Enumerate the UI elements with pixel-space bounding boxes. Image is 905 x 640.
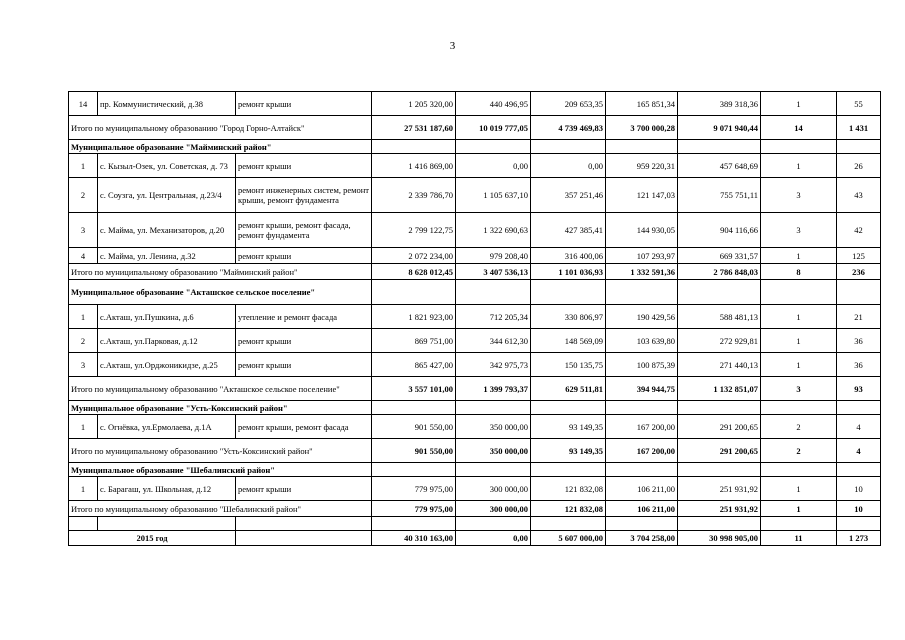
repair-program-table	[68, 91, 881, 546]
total-amount-cell: 4 739 469,83	[531, 116, 606, 140]
header-row	[69, 140, 881, 154]
municipality-header: Муниципальное образование "Усть-Коксинский район"	[69, 401, 372, 415]
work-type-cell: ремонт крыши, ремонт фасада	[236, 415, 372, 439]
amount-cell: 979 208,40	[456, 248, 531, 264]
table-row	[69, 477, 881, 501]
total-count-cell: 8	[761, 264, 837, 280]
table-row	[69, 213, 881, 248]
amount-cell: 1 105 637,10	[456, 178, 531, 213]
total-count-cell: 93	[837, 377, 881, 401]
table-row	[69, 415, 881, 439]
total-amount-cell: 251 931,92	[678, 501, 761, 517]
header-row	[69, 401, 881, 415]
work-type-cell: ремонт крыши	[236, 248, 372, 264]
empty-cell	[678, 463, 761, 477]
total-label: Итого по муниципальному образованию "Акташское сельское поселение"	[69, 377, 372, 401]
count-cell: 1	[761, 154, 837, 178]
work-type-cell: ремонт крыши, ремонт фасада, ремонт фундамента	[236, 213, 372, 248]
amount-cell: 901 550,00	[372, 415, 456, 439]
work-type-cell: утепление и ремонт фасада	[236, 305, 372, 329]
total-amount-cell: 8 628 012,45	[372, 264, 456, 280]
empty-cell	[372, 280, 456, 305]
total-label: Итого по муниципальному образованию "Майминский район"	[69, 264, 372, 280]
table-row	[69, 154, 881, 178]
empty-cell	[678, 280, 761, 305]
count-cell: 1	[761, 477, 837, 501]
empty-cell	[837, 517, 881, 531]
address-cell: пр. Коммунистический, д.38	[98, 92, 236, 116]
total-amount-cell: 106 211,00	[606, 501, 678, 517]
amount-cell: 330 806,97	[531, 305, 606, 329]
address-cell: с.Акташ, ул.Пушкина, д.6	[98, 305, 236, 329]
total-amount-cell: 27 531 187,60	[372, 116, 456, 140]
empty-cell	[837, 280, 881, 305]
count-cell: 3	[761, 178, 837, 213]
empty-cell	[456, 140, 531, 154]
count-cell: 21	[837, 305, 881, 329]
amount-cell: 427 385,41	[531, 213, 606, 248]
header-row	[69, 280, 881, 305]
address-cell: с. Барагаш, ул. Школьная, д.12	[98, 477, 236, 501]
empty-cell	[456, 463, 531, 477]
empty-cell	[837, 401, 881, 415]
amount-cell: 190 429,56	[606, 305, 678, 329]
amount-cell: 357 251,46	[531, 178, 606, 213]
total-row	[69, 264, 881, 280]
amount-cell: 779 975,00	[372, 477, 456, 501]
amount-cell: 2 339 786,70	[372, 178, 456, 213]
year-amount-cell: 5 607 000,00	[531, 531, 606, 546]
year-amount-cell: 3 704 258,00	[606, 531, 678, 546]
amount-cell: 251 931,92	[678, 477, 761, 501]
total-amount-cell: 300 000,00	[456, 501, 531, 517]
amount-cell: 106 211,00	[606, 477, 678, 501]
table-row	[69, 305, 881, 329]
empty-cell	[456, 401, 531, 415]
empty-cell	[456, 517, 531, 531]
amount-cell: 2 072 234,00	[372, 248, 456, 264]
total-amount-cell: 1 332 591,36	[606, 264, 678, 280]
empty-cell	[761, 517, 837, 531]
empty-cell	[456, 280, 531, 305]
total-amount-cell: 1 101 036,93	[531, 264, 606, 280]
header-row	[69, 463, 881, 477]
amount-cell: 959 220,31	[606, 154, 678, 178]
total-amount-cell: 1 132 851,07	[678, 377, 761, 401]
total-amount-cell: 167 200,00	[606, 439, 678, 463]
empty-cell	[678, 401, 761, 415]
table-row	[69, 248, 881, 264]
count-cell: 4	[837, 415, 881, 439]
work-type-cell: ремонт крыши	[236, 329, 372, 353]
count-cell: 1	[761, 248, 837, 264]
count-cell: 10	[837, 477, 881, 501]
amount-cell: 389 318,36	[678, 92, 761, 116]
empty-cell	[761, 140, 837, 154]
total-label: Итого по муниципальному образованию "Город Горно-Алтайск"	[69, 116, 372, 140]
amount-cell: 144 930,05	[606, 213, 678, 248]
amount-cell: 669 331,57	[678, 248, 761, 264]
row-number: 2	[69, 329, 98, 353]
amount-cell: 0,00	[456, 154, 531, 178]
amount-cell: 121 832,08	[531, 477, 606, 501]
amount-cell: 291 200,65	[678, 415, 761, 439]
amount-cell: 100 875,39	[606, 353, 678, 377]
year-row	[69, 531, 881, 546]
count-cell: 1	[761, 329, 837, 353]
work-type-cell: ремонт крыши	[236, 353, 372, 377]
amount-cell: 904 116,66	[678, 213, 761, 248]
empty-cell	[531, 463, 606, 477]
total-amount-cell: 779 975,00	[372, 501, 456, 517]
total-amount-cell: 10 019 777,05	[456, 116, 531, 140]
empty-cell	[531, 140, 606, 154]
count-cell: 43	[837, 178, 881, 213]
empty-cell	[606, 517, 678, 531]
count-cell: 2	[761, 415, 837, 439]
total-row	[69, 501, 881, 517]
work-type-cell: ремонт крыши	[236, 92, 372, 116]
municipality-header: Муниципальное образование "Шебалинский район"	[69, 463, 372, 477]
row-number: 1	[69, 477, 98, 501]
empty-cell	[761, 280, 837, 305]
total-amount-cell: 2 786 848,03	[678, 264, 761, 280]
total-amount-cell: 3 407 536,13	[456, 264, 531, 280]
amount-cell: 457 648,69	[678, 154, 761, 178]
count-cell: 36	[837, 329, 881, 353]
total-amount-cell: 629 511,81	[531, 377, 606, 401]
address-cell: с. Майма, ул. Механизаторов, д.20	[98, 213, 236, 248]
total-row	[69, 377, 881, 401]
empty-cell	[372, 517, 456, 531]
total-amount-cell: 121 832,08	[531, 501, 606, 517]
empty-cell	[837, 140, 881, 154]
total-count-cell: 236	[837, 264, 881, 280]
amount-cell: 869 751,00	[372, 329, 456, 353]
amount-cell: 209 653,35	[531, 92, 606, 116]
amount-cell: 440 496,95	[456, 92, 531, 116]
total-amount-cell: 350 000,00	[456, 439, 531, 463]
total-count-cell: 2	[761, 439, 837, 463]
year-count-cell: 1 273	[837, 531, 881, 546]
total-count-cell: 4	[837, 439, 881, 463]
empty-cell	[606, 140, 678, 154]
amount-cell: 272 929,81	[678, 329, 761, 353]
year-amount-cell: 0,00	[456, 531, 531, 546]
row-number: 1	[69, 415, 98, 439]
table-row	[69, 178, 881, 213]
municipality-header: Муниципальное образование "Майминский район"	[69, 140, 372, 154]
row-number: 1	[69, 305, 98, 329]
row-number: 14	[69, 92, 98, 116]
amount-cell: 148 569,09	[531, 329, 606, 353]
empty-cell	[372, 140, 456, 154]
address-cell: с. Майма, ул. Ленина, д.32	[98, 248, 236, 264]
page-number: 3	[449, 40, 456, 52]
amount-cell: 712 205,34	[456, 305, 531, 329]
empty-cell	[98, 517, 236, 531]
total-amount-cell: 3 557 101,00	[372, 377, 456, 401]
total-amount-cell: 1 399 793,37	[456, 377, 531, 401]
row-number: 3	[69, 213, 98, 248]
count-cell: 42	[837, 213, 881, 248]
amount-cell: 150 135,75	[531, 353, 606, 377]
empty-row	[69, 517, 881, 531]
amount-cell: 755 751,11	[678, 178, 761, 213]
year-count-cell: 11	[761, 531, 837, 546]
amount-cell: 342 975,73	[456, 353, 531, 377]
count-cell: 1	[761, 353, 837, 377]
amount-cell: 107 293,97	[606, 248, 678, 264]
empty-cell	[69, 517, 98, 531]
amount-cell: 588 481,13	[678, 305, 761, 329]
total-row	[69, 439, 881, 463]
amount-cell: 316 400,06	[531, 248, 606, 264]
amount-cell: 300 000,00	[456, 477, 531, 501]
total-amount-cell: 901 550,00	[372, 439, 456, 463]
year-amount-cell: 40 310 163,00	[372, 531, 456, 546]
amount-cell: 1 821 923,00	[372, 305, 456, 329]
count-cell: 3	[761, 213, 837, 248]
amount-cell: 865 427,00	[372, 353, 456, 377]
year-label: 2015 год	[69, 531, 236, 546]
year-amount-cell: 30 998 905,00	[678, 531, 761, 546]
total-amount-cell: 291 200,65	[678, 439, 761, 463]
amount-cell: 93 149,35	[531, 415, 606, 439]
count-cell: 55	[837, 92, 881, 116]
empty-cell	[531, 401, 606, 415]
address-cell: с. Огнёвка, ул.Ермолаева, д.1А	[98, 415, 236, 439]
row-number: 2	[69, 178, 98, 213]
total-count-cell: 3	[761, 377, 837, 401]
empty-cell	[606, 401, 678, 415]
empty-cell	[372, 463, 456, 477]
count-cell: 125	[837, 248, 881, 264]
table-body	[69, 92, 881, 546]
empty-cell	[531, 280, 606, 305]
amount-cell: 0,00	[531, 154, 606, 178]
row-number: 4	[69, 248, 98, 264]
amount-cell: 344 612,30	[456, 329, 531, 353]
work-type-cell: ремонт крыши	[236, 477, 372, 501]
amount-cell: 103 639,80	[606, 329, 678, 353]
count-cell: 1	[761, 305, 837, 329]
empty-cell	[678, 517, 761, 531]
amount-cell: 350 000,00	[456, 415, 531, 439]
table-row	[69, 329, 881, 353]
row-number: 3	[69, 353, 98, 377]
total-amount-cell: 394 944,75	[606, 377, 678, 401]
total-amount-cell: 9 071 940,44	[678, 116, 761, 140]
table-row	[69, 92, 881, 116]
total-count-cell: 14	[761, 116, 837, 140]
total-count-cell: 10	[837, 501, 881, 517]
work-type-cell: ремонт инженерных систем, ремонт крыши, ремонт фундамента	[236, 178, 372, 213]
total-count-cell: 1	[761, 501, 837, 517]
municipality-header: Муниципальное образование "Акташское сельское поселение"	[69, 280, 372, 305]
amount-cell: 167 200,00	[606, 415, 678, 439]
address-cell: с.Акташ, ул.Орджоникидзе, д.25	[98, 353, 236, 377]
total-label: Итого по муниципальному образованию "Усть-Коксинский район"	[69, 439, 372, 463]
total-label: Итого по муниципальному образованию "Шебалинский район"	[69, 501, 372, 517]
amount-cell: 165 851,34	[606, 92, 678, 116]
empty-cell	[372, 401, 456, 415]
work-type-cell: ремонт крыши	[236, 154, 372, 178]
empty-cell	[678, 140, 761, 154]
amount-cell: 2 799 122,75	[372, 213, 456, 248]
address-cell: с. Соузга, ул. Центральная, д.23/4	[98, 178, 236, 213]
empty-cell	[837, 463, 881, 477]
amount-cell: 271 440,13	[678, 353, 761, 377]
total-count-cell: 1 431	[837, 116, 881, 140]
address-cell: с. Кызыл-Озек, ул. Советская, д. 73	[98, 154, 236, 178]
amount-cell: 1 205 320,00	[372, 92, 456, 116]
count-cell: 26	[837, 154, 881, 178]
row-number: 1	[69, 154, 98, 178]
empty-cell	[236, 517, 372, 531]
total-amount-cell: 93 149,35	[531, 439, 606, 463]
count-cell: 1	[761, 92, 837, 116]
empty-cell	[606, 280, 678, 305]
count-cell: 36	[837, 353, 881, 377]
table-row	[69, 353, 881, 377]
empty-cell	[761, 401, 837, 415]
empty-cell	[236, 531, 372, 546]
total-row	[69, 116, 881, 140]
empty-cell	[606, 463, 678, 477]
empty-cell	[531, 517, 606, 531]
total-amount-cell: 3 700 000,28	[606, 116, 678, 140]
address-cell: с.Акташ, ул.Парковая, д.12	[98, 329, 236, 353]
empty-cell	[761, 463, 837, 477]
amount-cell: 1 322 690,63	[456, 213, 531, 248]
amount-cell: 1 416 869,00	[372, 154, 456, 178]
amount-cell: 121 147,03	[606, 178, 678, 213]
